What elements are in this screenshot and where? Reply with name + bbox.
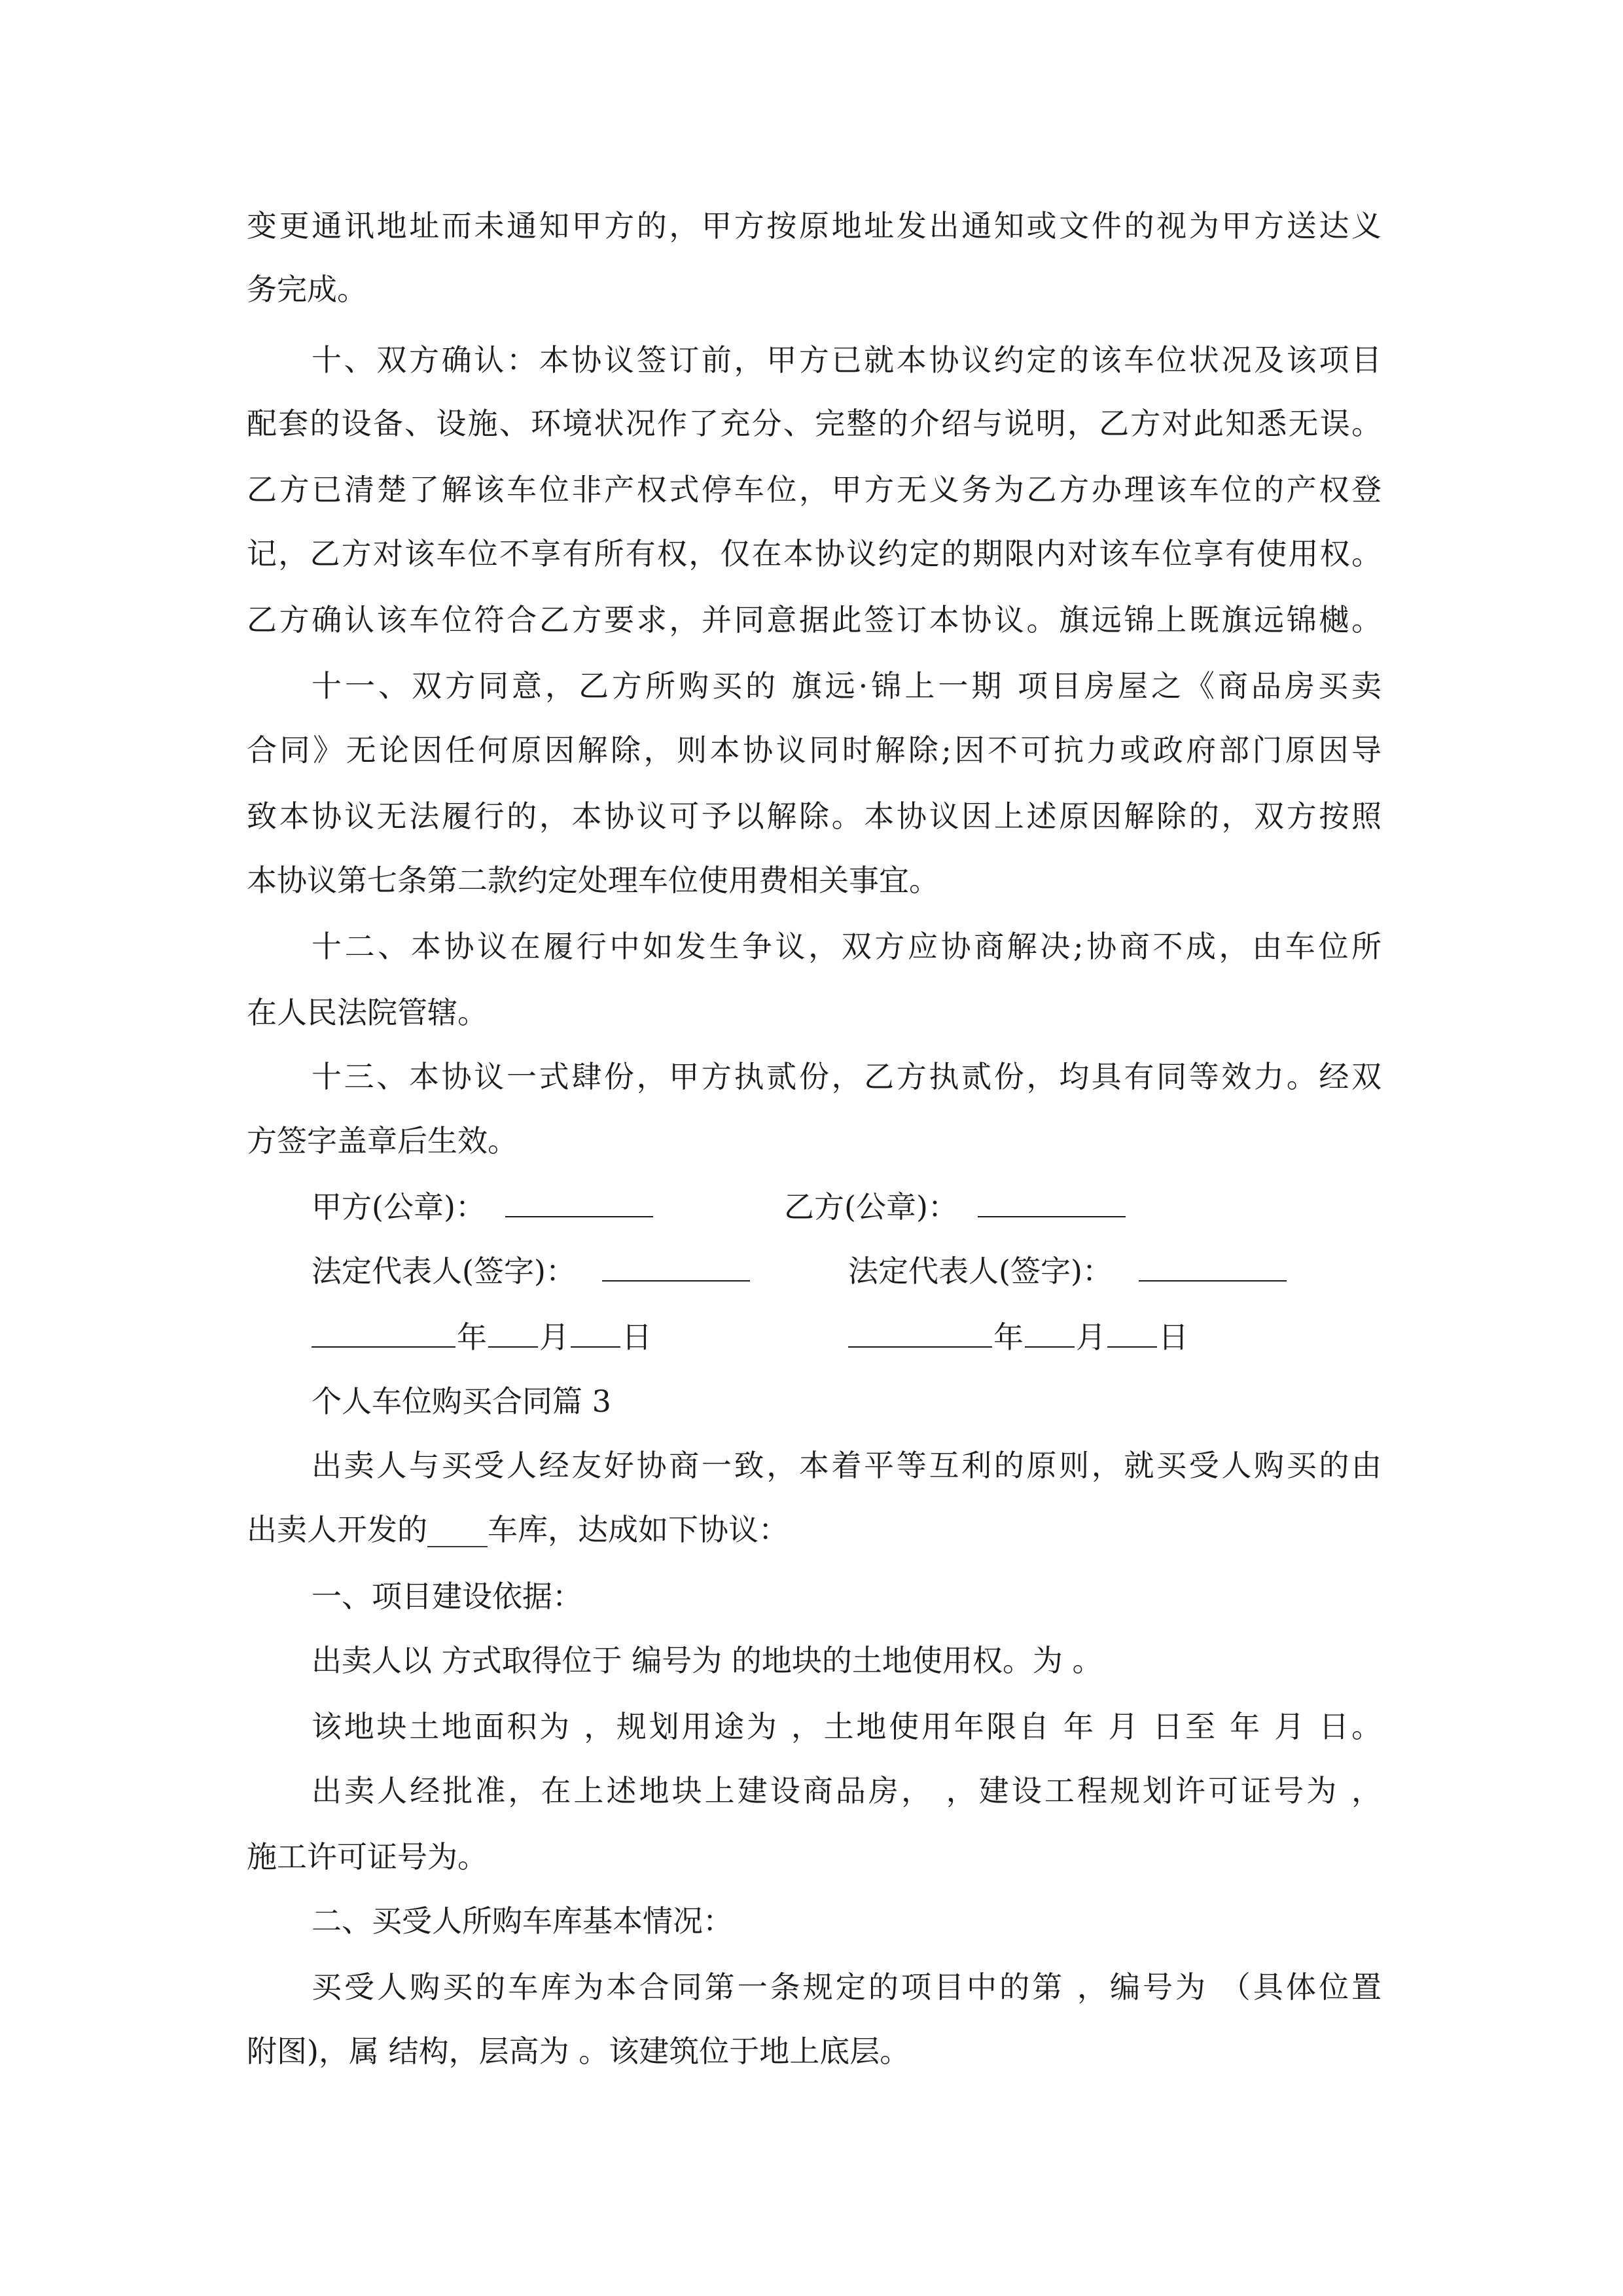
- paragraph-line: [0, 717, 1623, 783]
- text-line: 十三、本协议一式肆份，甲方执贰份，乙方执贰份，均具有同等效力。经双: [312, 1059, 1382, 1094]
- party-a-seal-label: 甲方(公章)：: [312, 1189, 486, 1225]
- text-line: 本协议第七条第二款约定处理车位使用费相关事宜。: [247, 863, 939, 898]
- date-a-month-blank: [488, 1304, 538, 1370]
- date-a-month-label: 月: [539, 1319, 569, 1355]
- paragraph-line: [0, 327, 1623, 393]
- text-line: 出卖人开发的____车库，达成如下协议：: [247, 1512, 789, 1547]
- text-line: 该地块土地面积为 ，规划用途为 ，土地使用年限自 年 月 日至 年 月 日。: [312, 1709, 1382, 1744]
- date-a-day-label: 日: [622, 1319, 652, 1355]
- signature-row-date: [0, 1304, 1623, 1370]
- clause-title-line: [0, 1888, 1623, 1954]
- text-line: 施工许可证号为。: [247, 1839, 488, 1874]
- clause-title-line: [0, 1564, 1623, 1629]
- text-line: 买受人购买的车库为本合同第一条规定的项目中的第 ，编号为 （具体位置: [312, 1969, 1382, 2005]
- text-line: 变更通讯地址而未通知甲方的，甲方按原地址发出通知或文件的视为甲方送达义: [247, 208, 1382, 243]
- text-line: 出卖人与买受人经友好协商一致，本着平等互利的原则，就买受人购买的由: [312, 1448, 1382, 1483]
- paragraph-line: [0, 914, 1623, 979]
- date-b-day-blank: [1107, 1304, 1157, 1370]
- clause-2-title: 二、买受人所购车库基本情况：: [312, 1903, 733, 1939]
- section-title: 个人车位购买合同篇 3: [312, 1384, 611, 1419]
- paragraph-line: [0, 1497, 1623, 1562]
- text-line: 记，乙方对该车位不享有所有权，仅在本协议约定的期限内对该车位享有使用权。: [247, 536, 1382, 571]
- paragraph-line: [0, 783, 1623, 849]
- date-b-year-label: 年: [993, 1319, 1024, 1355]
- paragraph-line: [0, 1758, 1623, 1823]
- text-line: 乙方已清楚了解该车位非产权式停车位，甲方无义务为乙方办理该车位的产权登: [247, 472, 1382, 507]
- text-line: 乙方确认该车位符合乙方要求，并同意据此签订本协议。旗远锦上既旗远锦樾。: [247, 602, 1382, 637]
- paragraph-line: [0, 587, 1623, 653]
- date-b-month-blank: [1025, 1304, 1075, 1370]
- paragraph-line: [0, 391, 1623, 456]
- text-line: 配套的设备、设施、环境状况作了充分、完整的介绍与说明，乙方对此知悉无误。: [247, 406, 1382, 441]
- party-a-seal-blank: [505, 1174, 653, 1240]
- text-line: 十二、本协议在履行中如发生争议，双方应协商解决;协商不成，由车位所: [312, 929, 1382, 964]
- text-line: 附图)，属 结构，层高为 。该建筑位于地上底层。: [247, 2034, 910, 2069]
- party-a-rep-blank: [602, 1238, 750, 1304]
- paragraph-line: [0, 653, 1623, 719]
- paragraph-line: [0, 1628, 1623, 1693]
- paragraph-line: [0, 1954, 1623, 2020]
- text-line: 方签字盖章后生效。: [247, 1123, 518, 1158]
- party-b-rep-label: 法定代表人(签字)：: [848, 1253, 1113, 1289]
- paragraph-line: [0, 848, 1623, 913]
- signature-row-seal: [0, 1174, 1623, 1240]
- date-a-day-blank: [571, 1304, 620, 1370]
- text-line: 出卖人以 方式取得位于 编号为 的地块的土地使用权。为 。: [312, 1643, 1103, 1678]
- text-line: 务完成。: [247, 272, 367, 307]
- paragraph-line: [0, 980, 1623, 1045]
- party-a-rep-label: 法定代表人(签字)：: [312, 1253, 576, 1289]
- party-b-seal-blank: [978, 1174, 1126, 1240]
- date-a-year-blank: [312, 1304, 455, 1370]
- text-line: 出卖人经批准，在上述地块上建设商品房， ，建设工程规划许可证号为 ，: [312, 1773, 1382, 1808]
- paragraph-line: [0, 1694, 1623, 1759]
- date-b-year-blank: [848, 1304, 992, 1370]
- text-line: 在人民法院管辖。: [247, 995, 488, 1030]
- paragraph-line: [0, 1824, 1623, 1890]
- text-line: 十一、双方同意，乙方所购买的 旗远·锦上一期 项目房屋之《商品房买卖: [312, 668, 1382, 704]
- clause-1-title: 一、项目建设依据：: [312, 1579, 582, 1614]
- date-b-day-label: 日: [1158, 1319, 1188, 1355]
- paragraph-line: [0, 1108, 1623, 1174]
- date-a-year-label: 年: [457, 1319, 487, 1355]
- party-b-seal-label: 乙方(公章)：: [784, 1189, 958, 1225]
- section-title-line: [0, 1369, 1623, 1434]
- paragraph-line: [0, 457, 1623, 522]
- text-line: 十、双方确认：本协议签订前，甲方已就本协议约定的该车位状况及该项目: [312, 342, 1382, 378]
- party-b-rep-blank: [1139, 1238, 1287, 1304]
- text-line: 合同》无论因任何原因解除，则本协议同时解除;因不可抗力或政府部门原因导: [247, 732, 1382, 768]
- paragraph-line: [0, 521, 1623, 586]
- paragraph-line: [0, 193, 1623, 259]
- paragraph-line: [0, 257, 1623, 322]
- paragraph-line: [0, 1433, 1623, 1498]
- text-line: 致本协议无法履行的，本协议可予以解除。本协议因上述原因解除的，双方按照: [247, 798, 1382, 834]
- paragraph-line: [0, 2018, 1623, 2084]
- paragraph-line: [0, 1044, 1623, 1109]
- date-b-month-label: 月: [1076, 1319, 1106, 1355]
- signature-row-rep: [0, 1238, 1623, 1304]
